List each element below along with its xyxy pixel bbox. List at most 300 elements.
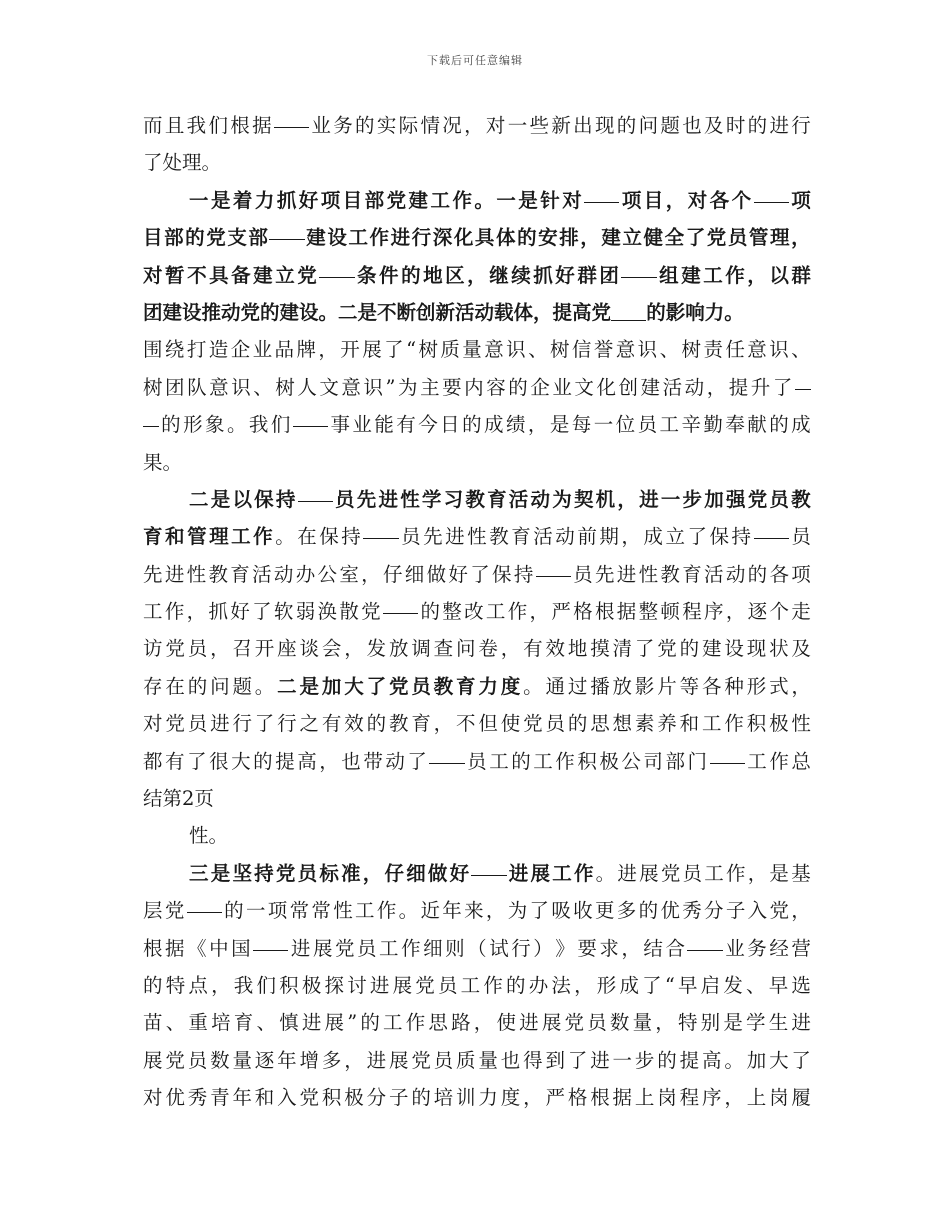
blank-underline: [253, 930, 288, 951]
text-char: 党: [275, 861, 296, 885]
text-char: 加: [321, 674, 342, 698]
text-char: ，: [529, 600, 550, 624]
text-char: 个: [731, 188, 752, 212]
text-char: 牌: [296, 338, 316, 362]
text-char: 展: [388, 1048, 409, 1072]
text-char: 建: [408, 188, 429, 212]
text-char: 各: [701, 674, 722, 698]
text-char: 的: [355, 114, 375, 137]
text-char: 排: [559, 226, 579, 250]
text-char: 支: [227, 226, 247, 250]
text-char: 期: [599, 525, 619, 549]
text-char: 了: [642, 973, 662, 997]
text-char: 秀: [187, 1086, 208, 1110]
text-char: 情: [420, 114, 440, 137]
text-char: 提: [275, 749, 295, 773]
text-char: 发: [366, 637, 387, 661]
text-char: 抓: [533, 263, 553, 287]
text-char: 则: [445, 936, 465, 960]
text-char: ，: [655, 1011, 675, 1035]
text-char: 及: [704, 114, 724, 137]
text-char: 工: [552, 861, 572, 885]
text-char: 树: [549, 338, 570, 362]
text-char: 量: [462, 338, 482, 362]
text-char: 教: [208, 562, 228, 586]
text-char: 企: [230, 338, 251, 362]
text-char: 员: [637, 413, 658, 437]
text-char: 务: [747, 936, 767, 960]
text-char: 队: [187, 375, 207, 399]
text-char: 是: [210, 188, 231, 212]
text-char: 教: [660, 562, 680, 586]
text-char: 理: [770, 226, 790, 250]
text-char: 业: [725, 936, 745, 960]
text-char: 地: [423, 263, 443, 287]
text-char: 保: [319, 525, 339, 549]
text-char: 进: [369, 973, 390, 997]
text-char: 也: [682, 114, 702, 137]
text-char: 党: [297, 263, 317, 287]
text-char: 形: [183, 413, 203, 437]
text-char: 式: [769, 674, 789, 698]
text-char: 公: [621, 749, 641, 773]
text-char: 前: [577, 525, 597, 549]
text-char: 员: [335, 487, 355, 511]
blank-underline: [754, 518, 789, 539]
text-char: 员: [467, 749, 487, 773]
text-char: 展: [541, 1011, 562, 1035]
text-char: 效: [344, 712, 364, 736]
text-char: 学: [421, 487, 442, 511]
text-char: 性: [186, 562, 207, 586]
text-char: 业: [352, 413, 372, 437]
text-char: 围: [143, 338, 163, 362]
text-char: 育: [682, 562, 702, 586]
text-char: 对: [562, 188, 582, 212]
text-char: 动: [684, 375, 705, 399]
text-char: 文: [574, 375, 594, 399]
text-char: 状: [769, 637, 789, 661]
text-char: 好: [448, 562, 468, 586]
text-char: 以: [769, 263, 789, 287]
text-char: 党: [523, 712, 543, 736]
text-char: 开: [340, 338, 360, 362]
text-char: 序: [704, 600, 724, 624]
text-char: 抓: [208, 600, 228, 624]
text-char: 量: [478, 1048, 498, 1072]
text-char: 党: [769, 899, 789, 923]
text-char: 区: [445, 263, 465, 287]
text-char: 。: [398, 899, 419, 923]
text-char: 工: [704, 861, 724, 885]
text-char: 上: [634, 1086, 655, 1110]
text-char: 党: [706, 226, 727, 250]
text-char: 针: [540, 188, 560, 212]
text-char: 为: [398, 375, 418, 399]
text-char: 意: [341, 375, 361, 399]
text-char: 进: [791, 1011, 811, 1035]
text-char: 作: [376, 899, 397, 923]
text-char: 育: [230, 562, 250, 586]
text-char: 特: [165, 973, 186, 997]
text-char: ，: [617, 487, 637, 511]
text-char: 探: [324, 973, 345, 997]
text-char: 的: [679, 637, 700, 661]
text-char: 辛: [681, 413, 701, 437]
text-char: 意: [615, 338, 636, 362]
text-char: 识: [506, 338, 526, 362]
text-char: 党: [334, 936, 355, 960]
text-char: 进: [390, 226, 411, 250]
text-char: 了: [567, 1048, 588, 1072]
text-char: 一: [660, 487, 681, 511]
text-char: 提: [679, 1048, 700, 1072]
text-char: 动: [725, 562, 746, 586]
text-char: 位: [615, 413, 636, 437]
text-char: 务: [333, 114, 353, 137]
text-char: 了: [687, 525, 707, 549]
text-char: 多: [616, 899, 637, 923]
text-char: 年: [442, 899, 462, 923]
text-char: 整: [442, 600, 462, 624]
text-char: 了: [252, 600, 272, 624]
text-char: 分: [366, 1086, 387, 1110]
text-char: 员: [357, 936, 377, 960]
text-char: 吸: [551, 899, 571, 923]
text-char: 经: [769, 936, 789, 960]
text-char: 据: [612, 1086, 633, 1110]
text-char: 行: [511, 936, 531, 960]
text-char: 序: [701, 1086, 722, 1110]
text-char: 根: [594, 600, 615, 624]
text-char: 有: [321, 712, 342, 736]
text-char: 数: [609, 1011, 630, 1035]
text-line: [143, 743, 811, 780]
text-char: 群: [577, 263, 597, 287]
text-char: 员: [573, 562, 593, 586]
text-char: 持: [275, 487, 296, 511]
text-char: ，: [319, 749, 339, 773]
text-char: 点: [188, 973, 208, 997]
text-char: 员: [187, 1048, 208, 1072]
text-char: 工: [703, 263, 723, 287]
text-char: 的: [366, 712, 387, 736]
text-char: 保: [254, 487, 274, 511]
text-char: 试: [489, 936, 509, 960]
text-char: 续: [511, 263, 531, 287]
text-char: ，: [464, 114, 484, 137]
text-char: 积: [746, 712, 767, 736]
text-char: 际: [398, 114, 419, 137]
text-char: 的: [567, 712, 588, 736]
text-char: 作: [401, 936, 421, 960]
text-char: （: [467, 936, 487, 960]
text-char: ，: [433, 712, 454, 736]
text-char: 了: [407, 749, 427, 773]
text-char: 问: [456, 637, 476, 661]
text-char: 目: [643, 188, 664, 212]
text-line: [143, 1042, 811, 1079]
text-char: 先: [356, 487, 377, 511]
text-char: 管: [748, 226, 769, 250]
text-char: 誉: [593, 338, 614, 362]
text-line: [143, 705, 811, 742]
text-char: 党: [657, 637, 677, 661]
text-char: 和: [165, 525, 185, 549]
text-char: 理: [209, 525, 229, 549]
text-char: 持: [513, 562, 534, 586]
text-char: ，: [725, 600, 746, 624]
text-char: 法: [551, 973, 571, 997]
text-char: 识: [637, 338, 658, 362]
text-char: 动: [385, 749, 405, 773]
blank-underline: [710, 743, 745, 764]
text-char: 有: [396, 413, 416, 437]
text-char: 进: [508, 861, 529, 885]
text-char: 展: [530, 861, 551, 885]
text-char: 之: [299, 712, 320, 736]
text-char: 育: [143, 525, 163, 549]
text-char: 质: [456, 1048, 476, 1072]
text-run: 性。: [189, 824, 229, 848]
text-char: 入: [747, 899, 768, 923]
text-char: 的: [411, 1086, 431, 1110]
text-char: 工: [143, 600, 163, 624]
text-char: 影: [634, 674, 655, 698]
text-char: 大: [769, 1048, 789, 1072]
text-char: 履: [791, 1086, 811, 1110]
text-char: 细: [406, 861, 426, 885]
text-char: 事: [330, 413, 350, 437]
text-char: 。: [474, 188, 494, 212]
text-char: 查: [433, 637, 454, 661]
text-char: 树: [143, 375, 163, 399]
text-char: 也: [341, 749, 361, 773]
text-char: 加: [704, 487, 724, 511]
text-char: 年: [232, 1086, 252, 1110]
text-char: 入: [277, 1086, 297, 1110]
text-char: 工: [701, 712, 722, 736]
text-char: 的: [747, 562, 768, 586]
text-char: 门: [687, 749, 707, 773]
text-line: [143, 257, 811, 294]
text-char: 工: [489, 749, 509, 773]
text-char: 工: [485, 600, 506, 624]
text-char: 进: [445, 525, 465, 549]
text-char: 体: [495, 226, 516, 250]
text-char: 做: [426, 562, 447, 586]
text-char: 过: [567, 674, 588, 698]
text-char: 质: [440, 338, 460, 362]
text-char: 党: [299, 1086, 320, 1110]
blank-underline: [269, 219, 304, 240]
text-char: 据: [616, 600, 637, 624]
text-char: 大: [344, 674, 364, 698]
text-char: 总: [791, 749, 811, 773]
text-char: 展: [362, 338, 382, 362]
text-char: 仔: [382, 562, 403, 586]
text-char: 先: [143, 562, 163, 586]
text-char: 作: [725, 263, 745, 287]
text-char: 是: [299, 674, 320, 698]
text-char: 很: [209, 749, 229, 773]
text-char: 部: [248, 226, 268, 250]
blank-underline: [795, 369, 811, 390]
text-char: 活: [704, 562, 724, 586]
text-char: 严: [545, 1086, 565, 1110]
text-char: 有: [523, 637, 543, 661]
text-char: 工: [383, 1011, 403, 1035]
text-char: 进: [617, 861, 637, 885]
text-char: 司: [643, 749, 663, 773]
text-char: 日: [440, 413, 460, 437]
text-char: 、: [256, 1011, 276, 1035]
text-char: 时: [725, 114, 746, 137]
text-line: [143, 518, 811, 555]
text-char: 了: [529, 899, 550, 923]
text-char: 绕: [164, 338, 185, 362]
text-char: 安: [538, 226, 558, 250]
text-char: 调: [411, 637, 431, 661]
text-char: 是: [210, 861, 231, 885]
text-char: 责: [703, 338, 723, 362]
text-char: 思: [590, 712, 610, 736]
text-char: 、: [659, 338, 680, 362]
text-char: 的: [517, 226, 537, 250]
text-char: 常: [289, 899, 310, 923]
text-char: 到: [545, 1048, 565, 1072]
text-char: 工: [379, 936, 399, 960]
text-run: 结第2页: [143, 787, 214, 811]
text-char: 有: [165, 749, 185, 773]
text-char: 数: [210, 1048, 230, 1072]
text-line: [143, 668, 811, 705]
text-char: 收: [573, 899, 593, 923]
text-char: 一: [593, 413, 614, 437]
blank-underline: [584, 182, 619, 203]
text-char: 会: [321, 637, 342, 661]
text-char: 对: [143, 263, 163, 287]
text-char: 谈: [299, 637, 320, 661]
text-char: 教: [388, 712, 409, 736]
text-char: ，: [791, 899, 811, 923]
text-char: ，: [318, 338, 338, 362]
text-char: 进: [590, 1048, 610, 1072]
text-char: 近: [420, 899, 440, 923]
text-char: 了: [634, 637, 655, 661]
text-char: 项: [791, 562, 811, 586]
text-char: 员: [682, 861, 703, 885]
text-line: [143, 630, 811, 667]
text-char: ，: [574, 973, 594, 997]
text-char: ，: [485, 899, 506, 923]
text-char: 涣: [317, 600, 338, 624]
text-char: 。: [226, 413, 247, 437]
text-char: 性: [467, 525, 487, 549]
text-char: 党: [564, 1011, 585, 1035]
text-char: 设: [724, 637, 744, 661]
text-char: 工: [430, 188, 450, 212]
text-char: 暂: [165, 263, 185, 287]
text-char: 作: [253, 525, 273, 549]
text-char: ，: [211, 973, 231, 997]
text-char: 作: [769, 749, 789, 773]
text-char: 不: [187, 263, 207, 287]
text-char: 动: [273, 562, 294, 586]
text-line: [143, 144, 811, 181]
text-char: 力: [478, 1086, 498, 1110]
text-char: 逐: [747, 600, 768, 624]
text-char: 识: [769, 338, 789, 362]
text-char: 大: [231, 749, 251, 773]
text-char: 展: [324, 1011, 345, 1035]
text-char: 建: [640, 375, 661, 399]
text-char: 营: [791, 936, 811, 960]
text-char: 积: [321, 1086, 342, 1110]
text-char: 的: [769, 413, 789, 437]
blank-underline: [383, 593, 418, 614]
text-char: 员: [587, 1011, 607, 1035]
text-char: 二: [277, 674, 297, 698]
text-char: 加: [746, 1048, 767, 1072]
text-char: 来: [464, 899, 484, 923]
text-char: 我: [186, 114, 207, 137]
text-char: 展: [143, 1048, 163, 1072]
text-char: 识: [231, 375, 251, 399]
text-char: 了: [187, 749, 207, 773]
text-char: 持: [341, 525, 361, 549]
text-char: 党: [386, 188, 407, 212]
text-char: 一: [245, 899, 266, 923]
text-char: 进: [519, 1011, 539, 1035]
text-char: 发: [723, 973, 743, 997]
text-char: 了: [254, 712, 275, 736]
text-char: 积: [577, 749, 597, 773]
text-char: 也: [500, 1048, 521, 1072]
text-char: 启: [700, 973, 721, 997]
text-char: 严: [551, 600, 571, 624]
document-body: [143, 107, 811, 1117]
text-char: 作: [724, 712, 744, 736]
text-char: 的: [616, 114, 637, 137]
text-char: 整: [638, 600, 659, 624]
text-char: 党: [165, 712, 185, 736]
text-char: ，: [621, 525, 641, 549]
text-char: 教: [791, 487, 811, 511]
text-char: 建: [701, 637, 722, 661]
text-char: 使: [500, 712, 521, 736]
text-char: ，: [747, 263, 767, 287]
text-char: 的: [360, 1011, 380, 1035]
text-char: 具: [474, 226, 495, 250]
text-char: 问: [638, 114, 659, 137]
text-char: ，: [621, 936, 641, 960]
text-char: 学: [746, 1011, 766, 1035]
text-char: 青: [210, 1086, 230, 1110]
page-header: 下载后可任意编辑: [427, 54, 523, 67]
text-char: 早: [677, 973, 698, 997]
text-line: [143, 556, 811, 593]
text-char: 了: [366, 674, 387, 698]
text-char: 目: [342, 188, 363, 212]
text-char: 选: [791, 973, 811, 997]
text-char: 结: [643, 936, 663, 960]
text-char: 改: [464, 600, 484, 624]
text-char: 契: [573, 487, 594, 511]
text-line: [143, 481, 811, 518]
text-char: 程: [682, 600, 702, 624]
text-char: 对: [143, 1086, 163, 1110]
